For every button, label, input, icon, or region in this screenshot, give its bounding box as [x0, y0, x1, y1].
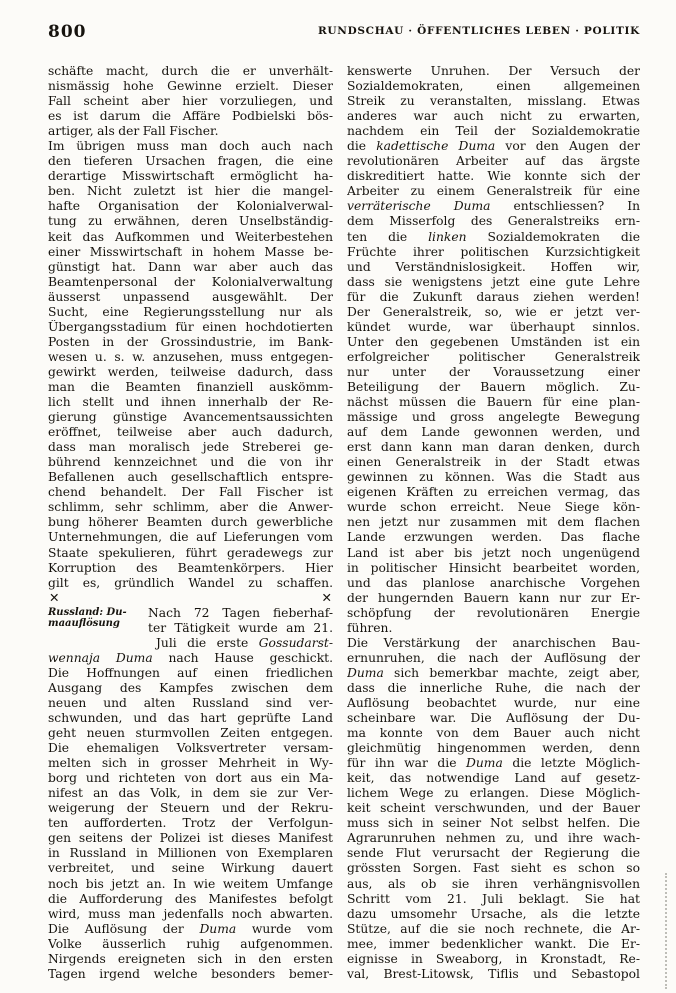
text-line: lichem Wege zu erlangen. Diese Möglich- [347, 786, 640, 801]
text-line: gilt es, gründlich Wandel zu schaffen. [48, 575, 333, 590]
text-line: in politischer Hinsicht bearbeitet worden, [347, 560, 640, 575]
break-mark-left: ✕ [49, 589, 60, 605]
text-line: Im übrigen muss man doch auch nach [48, 139, 333, 154]
text-line: schwunden, und das hart geprüfte Land [48, 711, 333, 726]
text-line: nur unter der Voraussetzung einer [347, 364, 640, 379]
text-line: neuen und alten Russland sind ver- [48, 695, 333, 710]
text-line: für ihn war die Duma die letzte Möglich- [347, 756, 640, 771]
text-line: Land ist aber bis jetzt noch ungenügend [347, 545, 640, 560]
text-line: Agrarunruhen nehmen zu, und ihre wach- [347, 831, 640, 846]
text-line: schäfte macht, durch die er unverhält- [48, 64, 333, 78]
text-line: erst dann kann man daran denken, durch [347, 440, 640, 455]
text-line: Beamtenpersonal der Kolonialverwaltung [48, 274, 333, 289]
text-line: Befallenen auch gesellschaftlich entspre- [48, 470, 333, 485]
text-line: val, Brest-Litowsk, Tiflis und Sebastopol [347, 966, 640, 981]
running-head: RUNDSCHAU · ÖFFENTLICHES LEBEN · POLITIK [317, 25, 640, 37]
text-line: Die Verstärkung der anarchischen Bau- [347, 635, 640, 650]
text-line: ten die linken Sozialdemokraten die [347, 229, 640, 244]
text-line: nismässig hohe Gewinne erzielt. Dieser [48, 79, 333, 94]
text-line: geht neuen sturmvollen Zeiten entgegen. [48, 726, 333, 741]
text-line: nen jetzt nur zusammen mit dem flachen [347, 515, 640, 530]
text-line: schlimm, sehr schlimm, aber die Anwer- [48, 500, 333, 515]
text-line: eignisse in Sweaborg, in Kronstadt, Re- [347, 951, 640, 966]
text-line: Ausgang des Kampfes zwischen dem [48, 680, 333, 695]
scan-edge-artifact [665, 873, 667, 989]
text-line: kündet wurde, war überhaupt sinnlos. [347, 319, 640, 334]
text-line: chend behandelt. Der Fall Fischer ist [48, 485, 333, 500]
text-line: auf dem Lande gewonnen werden, und [347, 425, 640, 440]
text-line: diskreditiert hatte. Wie konnte sich der [347, 169, 640, 184]
italic-text: Duma [347, 665, 384, 680]
text-line: Juli die erste Gossudarst- [156, 635, 333, 650]
text-line: Streik zu veranstalten, misslang. Etwas [347, 94, 640, 109]
text-line: keit das Aufkommen und Weiterbestehen [48, 229, 333, 244]
text-line: eröffnet, teilweise aber auch dadurch, [48, 425, 333, 440]
text-line: einer Misswirtschaft in hohem Masse be- [48, 244, 333, 259]
text-line: ten aufforderten. Trotz der Verfolgun- [48, 816, 333, 831]
italic-text: wennaja Duma [48, 650, 153, 665]
text-line: erfolgreicher politischer Generalstreik [347, 349, 640, 364]
text-line: bung höherer Beamten durch gewerbliche [48, 515, 333, 530]
text-line: gewirkt werden, teilweise dadurch, dass [48, 364, 333, 379]
italic-text: Duma [466, 756, 503, 771]
text-line: wurde schon erreicht. Neue Siege kön- [347, 500, 640, 515]
text-line: mee, immer bedenklicher wankt. Die Er- [347, 936, 640, 951]
text-line: führen. [347, 620, 393, 635]
text-line: Sozialdemokraten, einen allgemeinen [347, 79, 640, 94]
margin-note-line2: maauflösung [48, 618, 120, 630]
text-line: derartige Misswirtschaft ermöglicht ha- [48, 169, 333, 184]
text-line: Volke äusserlich ruhig aufgenommen. [48, 936, 333, 951]
text-line: wesen u. s. w. anzusehen, muss entgegen- [48, 349, 333, 364]
text-line: einen Generalstreik in der Stadt etwas [347, 455, 640, 470]
italic-text: Gossudarst- [258, 635, 333, 650]
text-line: und das planlose anarchische Vorgehen [347, 575, 640, 590]
text-line: Unter den gegebenen Umständen ist ein [347, 334, 640, 349]
text-line: mässige und gross angelegte Bewegung [347, 410, 640, 425]
text-line: wird, muss man jedenfalls noch abwarten. [48, 906, 333, 921]
text-line: weigerung der Steuern und der Rekru- [48, 801, 333, 816]
text-line: die Aufforderung des Manifestes befolgt [48, 891, 333, 906]
text-line: grössten Sorgen. Fast sieht es schon so [347, 861, 640, 876]
text-line: Der Generalstreik, so, wie er jetzt ver- [347, 304, 640, 319]
text-line: verräterische Duma entschliessen? In [347, 199, 640, 214]
text-line: dass man moralisch jede Streberei ge- [48, 440, 333, 455]
margin-note [48, 607, 144, 630]
text-line: ben. Nicht zuletzt ist hier die mangel- [48, 184, 333, 199]
text-line: Korruption des Beamtenkörpers. Hier [48, 560, 333, 575]
text-line: ter Tätigkeit wurde am 21. [148, 620, 333, 635]
text-line: dass sie wenigstens jetzt eine gute Lehre [347, 274, 640, 289]
text-line: tung zu erwähnen, deren Unselbständig- [48, 214, 333, 229]
text-line: Unternehmungen, die auf Lieferungen vom [48, 530, 333, 545]
text-line: Sucht, eine Regierungsstellung nur als [48, 304, 333, 319]
text-line: Duma sich bemerkbar machte, zeigt aber, [347, 665, 640, 680]
text-line: Die Hoffnungen auf einen friedlichen [48, 665, 333, 680]
text-line: schöpfung der revolutionären Energie [347, 605, 640, 620]
text-line: bührend kennzeichnet und die von ihr [48, 455, 333, 470]
text-line: borg und richteten von dort aus ein Ma- [48, 771, 333, 786]
text-line: den tieferen Ursachen fragen, die eine [48, 154, 333, 169]
text-line: muss sich in seiner Not selbst helfen. Die [347, 816, 640, 831]
text-line: keit, das notwendige Land auf gesetz- [347, 771, 640, 786]
text-line: Nach 72 Tagen fieberhaf- [148, 605, 333, 620]
text-line: Die Auflösung der Duma wurde vom [48, 921, 333, 936]
text-line: es ist darum die Affäre Podbielski bös- [48, 109, 333, 124]
text-line: ernunruhen, die nach der Auflösung der [347, 650, 640, 665]
text-line: wennaja Duma nach Hause geschickt. [48, 650, 333, 665]
text-line: dass die innerliche Ruhe, die nach der [347, 680, 640, 695]
text-line: äusserst unpassend ausgewählt. Der [48, 289, 333, 304]
text-line: lich stellt und ihnen innerhalb der Re- [48, 395, 333, 410]
text-line: gewinnen zu können. Was die Stadt aus [347, 470, 640, 485]
text-line: die kadettische Duma vor den Augen der [347, 139, 640, 154]
page-header [48, 22, 640, 42]
italic-text: verräterische Duma [347, 199, 491, 214]
text-line: Schritt vom 21. Juli beklagt. Sie hat [347, 891, 640, 906]
margin-note-line1: Russland: Du- [48, 606, 127, 618]
text-line: nächst müssen die Bauern für eine plan- [347, 395, 640, 410]
text-line: gleichmütig hingenommen werden, denn [347, 741, 640, 756]
text-line: keit scheint verschwunden, und der Bauer [347, 801, 640, 816]
text-line: revolutionären Arbeiter auf das ärgste [347, 154, 640, 169]
left-column [48, 64, 333, 982]
text-line: scheinbare war. Die Auflösung der Du- [347, 711, 640, 726]
text-line: nachdem ein Teil der Sozialdemokratie [347, 124, 640, 139]
text-line: günstigt hat. Dann war aber auch das [48, 259, 333, 274]
left-column-part1 [48, 64, 333, 591]
text-line: kenswerte Unruhen. Der Versuch der [347, 64, 640, 78]
text-line: Die ehemaligen Volksvertreter versam- [48, 741, 333, 756]
text-line: Tagen irgend welche besonders bemer- [48, 966, 333, 981]
text-line: man die Beamten finanziell auskömm- [48, 379, 333, 394]
text-line: sende Flut verursacht der Regierung die [347, 846, 640, 861]
text-line: der hungernden Bauern kann nur zur Er- [347, 590, 640, 605]
russia-section-start [48, 606, 333, 651]
text-line: verbreitet, und seine Wirkung dauert [48, 861, 333, 876]
page-number: 800 [48, 22, 87, 42]
text-line: dem Misserfolg des Generalstreiks ern- [347, 214, 640, 229]
text-line: gen seitens der Polizei ist dieses Manifest [48, 831, 333, 846]
text-line: hafte Organisation der Kolonialverwal- [48, 199, 333, 214]
text-line: und Verständnislosigkeit. Hoffen wir, [347, 259, 640, 274]
text-line: artiger, als der Fall Fischer. [48, 124, 219, 139]
italic-text: kadettische Duma [376, 139, 496, 154]
text-line: in Russland in Millionen von Exemplaren [48, 846, 333, 861]
text-line: Früchte ihrer politischen Kurzsichtigkeit [347, 244, 640, 259]
text-line: Nirgends ereigneten sich in den ersten [48, 951, 333, 966]
text-line: noch bis jetzt an. In wie weitem Umfange [48, 876, 333, 891]
text-line: Auflösung beobachtet wurde, nur eine [347, 695, 640, 710]
text-line: Staate spekulieren, führt geradewegs zur [48, 545, 333, 560]
right-column [347, 64, 640, 982]
text-line: Arbeiter zu einem Generalstreik für eine [347, 184, 640, 199]
text-line: Stütze, auf die sie noch rechnete, die Ar- [347, 921, 640, 936]
text-line: ma konnte von dem Bauer auch nicht [347, 726, 640, 741]
text-line: gierung günstige Avancementsaussichten [48, 410, 333, 425]
text-line: eigenen Kräften zu erreichen vermag, das [347, 485, 640, 500]
text-line: aus, als ob sie ihren verhängnisvollen [347, 876, 640, 891]
italic-text: linken [428, 229, 467, 244]
text-line: für die Zukunft daraus ziehen werden! [347, 289, 640, 304]
text-line: Fall scheint aber hier vorzuliegen, und [48, 94, 333, 109]
section-break [48, 591, 333, 606]
text-line: Übergangsstadium für einen hochdotierten [48, 319, 333, 334]
text-line: melten sich in grosser Mehrheit in Wy- [48, 756, 333, 771]
text-line: Lande erzwungen werden. Das flache [347, 530, 640, 545]
italic-text: Duma [199, 921, 237, 936]
text-line: nifest an das Volk, in dem sie zur Ver- [48, 786, 333, 801]
text-line: Beteiligung der Bauern möglich. Zu- [347, 379, 640, 394]
text-columns [48, 64, 640, 982]
break-mark-right: ✕ [321, 589, 332, 605]
text-line: Posten in der Grossindustrie, im Bank- [48, 334, 333, 349]
text-line: anderes war auch nicht zu erwarten, [347, 109, 640, 124]
left-column-part2 [48, 651, 333, 982]
text-line: dazu umsomehr Ursache, als die letzte [347, 906, 640, 921]
